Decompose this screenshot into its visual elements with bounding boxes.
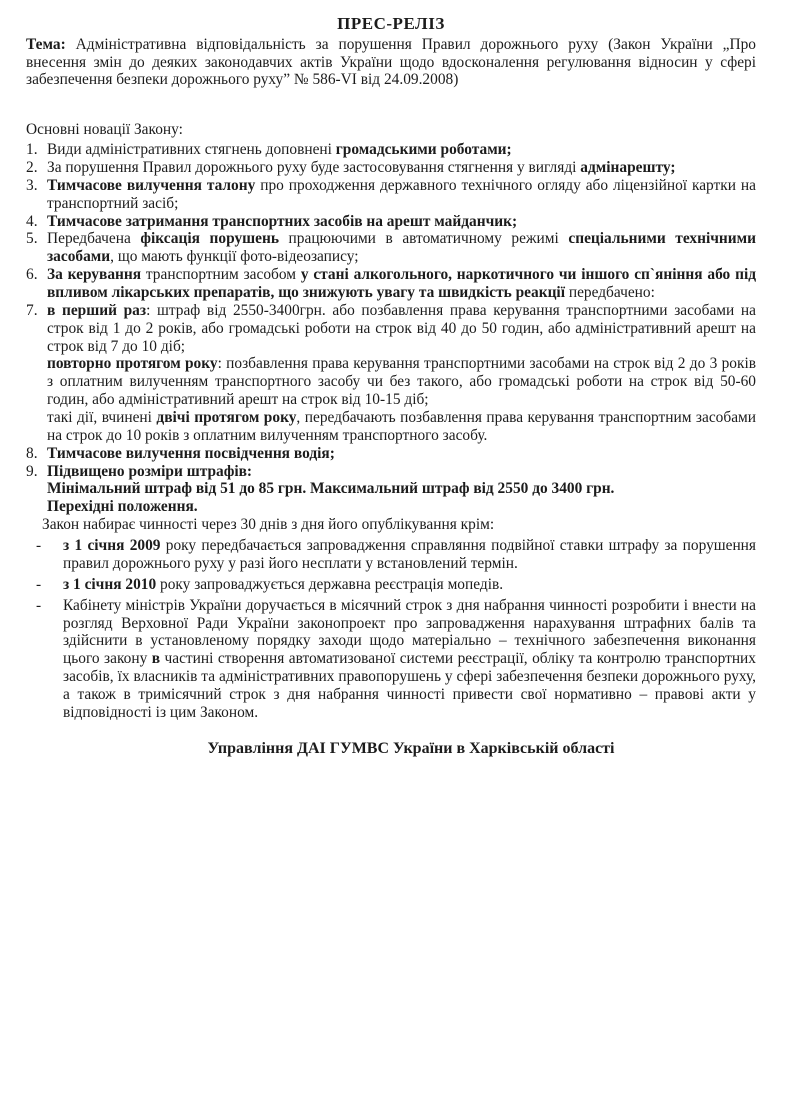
topic-paragraph	[26, 36, 756, 90]
item-text: такі дії, вчинені	[47, 409, 157, 427]
item-text: року передбачається запровадження справляння подвійної ставки штрафу за порушення правил дорожнього руху у разі його несплати у встановлений термін.	[63, 537, 756, 572]
item-text: : позбавлення права керування транспортними засобами на строк від 2 до 3 років з оплатним вилученням транспортного засобу чи без такого, або громадські роботи на строк від 50-60 годин, або адміністративний арешт на строк від 10-15 діб;	[47, 355, 757, 409]
item-number: 6.	[26, 266, 38, 284]
item-bold-text: Тимчасове вилучення посвідчення водія;	[47, 444, 335, 462]
item-number: 5.	[26, 230, 38, 248]
transitional-list	[26, 537, 756, 722]
item-text: За порушення Правил дорожнього руху буде застосовування стягнення у вигляді	[47, 159, 581, 177]
item-number: 2.	[26, 159, 38, 177]
list-item	[26, 141, 756, 159]
transitional-heading	[47, 498, 756, 516]
fines-line	[47, 480, 756, 498]
dash-bullet: -	[36, 575, 42, 593]
item-number: 4.	[26, 212, 38, 230]
item-text: , що мають функції фото-відеозапису;	[110, 248, 359, 266]
repeat-offense-paragraph	[47, 355, 756, 409]
item-text: транспортним засобом	[141, 266, 301, 284]
signature-line: Управління ДАІ ГУМВС України в Харківській області	[207, 739, 615, 757]
list-item	[26, 159, 756, 177]
item-text: передбачено:	[564, 284, 655, 302]
item-text: Передбачена	[47, 230, 141, 248]
item-text: : штраф від 2550-3400грн. або позбавлення права керування транспортними засобами на строк від 1 до 2 років, або громадські роботи на строк від 40 до 50 годин, або адміністративний арешт на строк від 7 до 10 діб;	[47, 301, 756, 355]
item-bold-text: Підвищено розміри штрафів:	[47, 462, 253, 480]
item-bold-text: в	[151, 650, 161, 668]
item-text: частині створення автоматизованої системи реєстрації, обліку та контролю транспортних засобів, їх власників та адміністративних правопорушень у сфері забезпечення безпеки дорожнього руху, а також в тримісячний строк з дня набрання чинності привести свої нормативно – правові акти у відповідності із цим Законом.	[63, 650, 756, 721]
intro-line: Основні новації Закону:	[26, 121, 183, 139]
topic-label: Тема:	[26, 35, 66, 53]
item-number: 1.	[26, 141, 38, 159]
item-bold-text: Тимчасове вилучення талону	[47, 176, 256, 194]
list-item	[26, 445, 756, 463]
twice-offense-paragraph	[47, 409, 756, 445]
list-item	[26, 463, 756, 517]
item-number: 9.	[26, 462, 38, 480]
item-bold-text: в перший раз	[47, 301, 147, 319]
list-item	[26, 266, 756, 302]
document-title: ПРЕС-РЕЛІЗ	[337, 14, 445, 33]
item-bold-text: громадськими роботами;	[335, 141, 512, 159]
item-bold-text: За керування	[47, 266, 142, 284]
item-bold-text: двічі протягом року	[156, 409, 297, 427]
dash-bullet: -	[36, 537, 42, 555]
item-number: 3.	[26, 176, 38, 194]
item-number: 7.	[26, 301, 38, 319]
list-item	[26, 230, 756, 266]
item-bold-text: Перехідні положення.	[47, 498, 198, 516]
item-text: Кабінету міністрів України доручається в місячний строк з дня набрання чинності розробити і внести на розгляд Верховної Ради України законопроект про запровадження нарахування штрафних балів та здійснити в установленому порядку заходи щодо матеріально – технічного забезпечення виконання цього закону	[63, 596, 756, 668]
list-item	[26, 537, 756, 573]
list-item	[26, 597, 756, 722]
novations-list	[26, 141, 756, 516]
item-text: , передбачають позбавлення права керування транспортним засобами на строк до 10 років з оплатним вилученням транспортного засобу.	[47, 409, 757, 444]
list-item	[26, 177, 756, 213]
topic-text: Адміністративна відповідальність за порушення Правил дорожнього руху (Закон України „Про внесення змін до деяких законодавчих актів України щодо вдосконалення регулювання відносин у сфері забезпечення безпеки дорожнього руху” № 586-VI від 24.09.2008)	[26, 35, 756, 89]
list-item	[26, 302, 756, 445]
list-item	[26, 213, 756, 231]
item-bold-text: адмінарешту;	[580, 159, 676, 177]
item-bold-text: з 1 січня 2009	[63, 537, 161, 555]
item-bold-text: у стані алкогольного, наркотичного чи іншого сп`яніння або під впливом лікарських препаратів, що знижують увагу та швидкість реакції	[47, 266, 757, 302]
item-bold-text: Мінімальний штраф від 51 до 85 грн. Максимальний штраф від 2550 до 3400 грн.	[47, 480, 615, 498]
item-text: про проходження державного технічного огляду або ліцензійної картки на транспортний засіб;	[47, 176, 756, 212]
item-bold-text: Тимчасове затримання транспортних засобів на арешт майданчик;	[47, 212, 518, 230]
item-text: працюючими в автоматичному режимі	[278, 230, 569, 248]
transitional-intro: Закон набирає чинності через 30 днів з дня його опублікування крім:	[42, 516, 495, 534]
dash-bullet: -	[36, 596, 42, 614]
item-bold-text: повторно протягом року	[47, 355, 218, 373]
item-bold-text: з 1 січня 2010	[63, 575, 157, 593]
item-number: 8.	[26, 444, 38, 462]
item-text: Види адміністративних стягнень доповнені	[47, 141, 336, 159]
list-item	[26, 576, 756, 594]
item-text: року запроваджується державна реєстрація мопедів.	[156, 575, 504, 593]
item-bold-text: спеціальними технічними засобами	[47, 230, 756, 266]
item-bold-text: фіксація порушень	[140, 230, 279, 248]
